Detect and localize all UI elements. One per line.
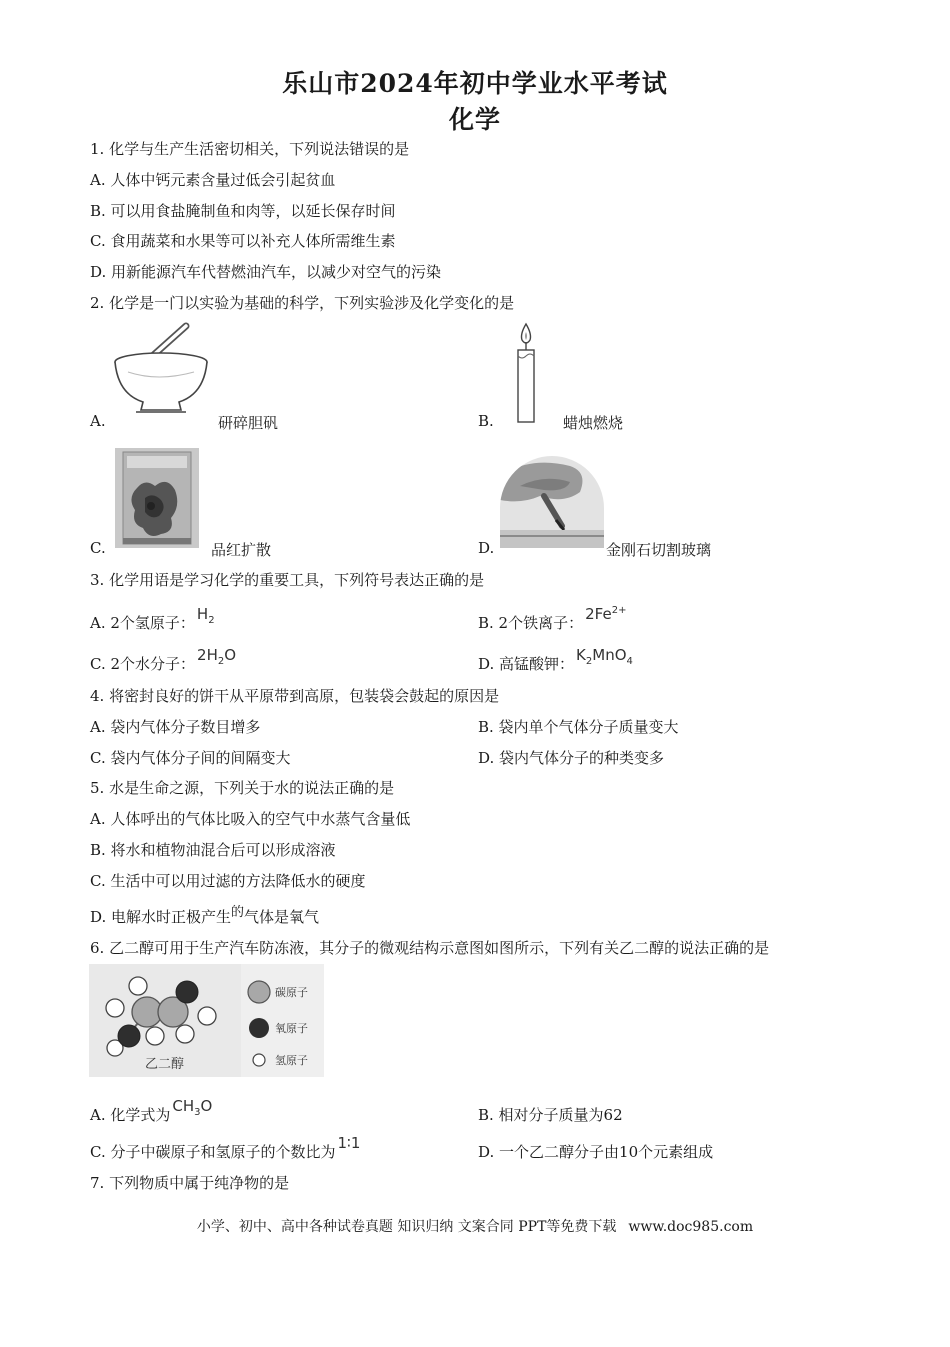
question-6-option-c-text: C. 分子中碳原子和氢原子的个数比为 bbox=[90, 1143, 336, 1161]
question-6-option-c bbox=[90, 1134, 361, 1162]
legend-hydrogen-label: 氢原子 bbox=[275, 1054, 308, 1067]
hydrogen-atom bbox=[176, 1025, 194, 1043]
question-3-option-c bbox=[90, 646, 237, 676]
hydrogen-atom bbox=[146, 1027, 164, 1045]
mortar-pestle-icon bbox=[108, 322, 214, 422]
question-5-option-a: A. 人体呼出的气体比吸入的空气中水蒸气含量低 bbox=[90, 810, 411, 828]
question-1-option-a: A. 人体中钙元素含量过低会引起贫血 bbox=[90, 171, 336, 189]
question-6-stem: 6. 乙二醇可用于生产汽车防冻液，其分子的微观结构示意图如图所示，下列有关乙二醇的说法正确的是 bbox=[90, 939, 770, 957]
molecule-label: 乙二醇 bbox=[145, 1057, 185, 1072]
question-1-option-c: C. 食用蔬菜和水果等可以补充人体所需维生素 bbox=[90, 232, 396, 250]
question-2-option-b-letter: B. bbox=[478, 412, 494, 430]
formula-k2mno4: $K_2MnO_4$ bbox=[576, 646, 633, 667]
question-2-option-a-letter: A. bbox=[90, 412, 106, 430]
question-3-option-d-text: D. 高锰酸钾： bbox=[478, 655, 575, 673]
question-5-option-d: D. 电解水时正极产生的气体是氧气 bbox=[90, 905, 320, 926]
hydrogen-atom bbox=[129, 977, 147, 995]
question-2-option-a-caption: 研碎胆矾 bbox=[218, 414, 279, 432]
legend-oxygen-icon bbox=[249, 1018, 269, 1038]
question-4-option-c: C. 袋内气体分子间的间隔变大 bbox=[90, 749, 291, 767]
formula-2fe2plus: $2Fe^{2+}$ bbox=[585, 605, 627, 623]
question-3-option-d bbox=[478, 646, 633, 676]
question-5-stem: 5. 水是生命之源，下列关于水的说法正确的是 bbox=[90, 779, 395, 797]
hydrogen-atom bbox=[198, 1007, 216, 1025]
formula-h2: $H_2$ bbox=[196, 605, 215, 626]
question-3-option-b-text: B. 2个铁离子： bbox=[478, 614, 584, 632]
question-7-stem: 7. 下列物质中属于纯净物的是 bbox=[90, 1174, 290, 1192]
question-3-option-a bbox=[90, 605, 215, 635]
question-2-option-c-letter: C. bbox=[90, 539, 106, 557]
question-6-option-b: B. 相对分子质量为62 bbox=[478, 1106, 623, 1124]
question-2-option-c-caption: 品红扩散 bbox=[211, 541, 272, 559]
ratio-1-1: 1∶1 bbox=[337, 1134, 361, 1152]
legend-hydrogen-icon bbox=[253, 1054, 265, 1066]
legend-oxygen-label: 氧原子 bbox=[275, 1022, 308, 1035]
question-6-option-a-text: A. 化学式为 bbox=[90, 1106, 171, 1124]
question-4-option-a: A. 袋内气体分子数目增多 bbox=[90, 718, 261, 736]
question-1-option-d: D. 用新能源汽车代替燃油汽车，以减少对空气的污染 bbox=[90, 263, 442, 281]
exam-subject: 化学 bbox=[448, 105, 501, 134]
exam-title: 乐山市2024年初中学业水平考试 bbox=[282, 69, 668, 98]
question-3-option-c-text: C. 2个水分子： bbox=[90, 655, 196, 673]
formula-2h2o: $2H_2O$ bbox=[197, 646, 237, 667]
dye-diffusion-photo bbox=[115, 448, 199, 548]
question-4-option-b: B. 袋内单个气体分子质量变大 bbox=[478, 718, 679, 736]
oxygen-atom bbox=[176, 981, 198, 1003]
footer-text: 小学、初中、高中各种试卷真题 知识归纳 文案合同 PPT等免费下载 bbox=[196, 1219, 617, 1235]
question-5-option-c: C. 生活中可以用过滤的方法降低水的硬度 bbox=[90, 872, 366, 890]
footer bbox=[0, 1216, 950, 1236]
ethylene-glycol-molecule-diagram bbox=[89, 964, 324, 1077]
question-4-option-d: D. 袋内气体分子的种类变多 bbox=[478, 749, 665, 767]
question-3-stem: 3. 化学用语是学习化学的重要工具，下列符号表达正确的是 bbox=[90, 571, 485, 589]
question-2-stem: 2. 化学是一门以实验为基础的科学，下列实验涉及化学变化的是 bbox=[90, 294, 515, 312]
question-6-option-d: D. 一个乙二醇分子由10个元素组成 bbox=[478, 1143, 714, 1161]
formula-ch3o: $CH_3O$ bbox=[172, 1097, 213, 1118]
diamond-cutting-glass-photo bbox=[500, 456, 604, 548]
hydrogen-atom bbox=[106, 999, 124, 1017]
question-1-option-b: B. 可以用食盐腌制鱼和肉等，以延长保存时间 bbox=[90, 202, 396, 220]
question-1-stem: 1. 化学与生产生活密切相关，下列说法错误的是 bbox=[90, 140, 410, 158]
question-3-option-a-text: A. 2个氢原子： bbox=[90, 614, 195, 632]
question-2-option-d-letter: D. bbox=[478, 539, 495, 557]
legend-carbon-label: 碳原子 bbox=[275, 986, 308, 999]
question-2-option-d-caption: 金刚石切割玻璃 bbox=[606, 541, 712, 559]
question-3-option-b bbox=[478, 605, 627, 633]
question-4-stem: 4. 将密封良好的饼干从平原带到高原，包装袋会鼓起的原因是 bbox=[90, 687, 500, 705]
legend-carbon-icon bbox=[248, 981, 270, 1003]
question-6-option-a bbox=[90, 1097, 213, 1127]
question-5-option-b: B. 将水和植物油混合后可以形成溶液 bbox=[90, 841, 336, 859]
footer-url[interactable]: www.doc985.com bbox=[628, 1219, 754, 1235]
candle-icon bbox=[508, 322, 544, 426]
oxygen-atom bbox=[118, 1025, 140, 1047]
question-2-option-b-caption: 蜡烛燃烧 bbox=[563, 414, 624, 432]
